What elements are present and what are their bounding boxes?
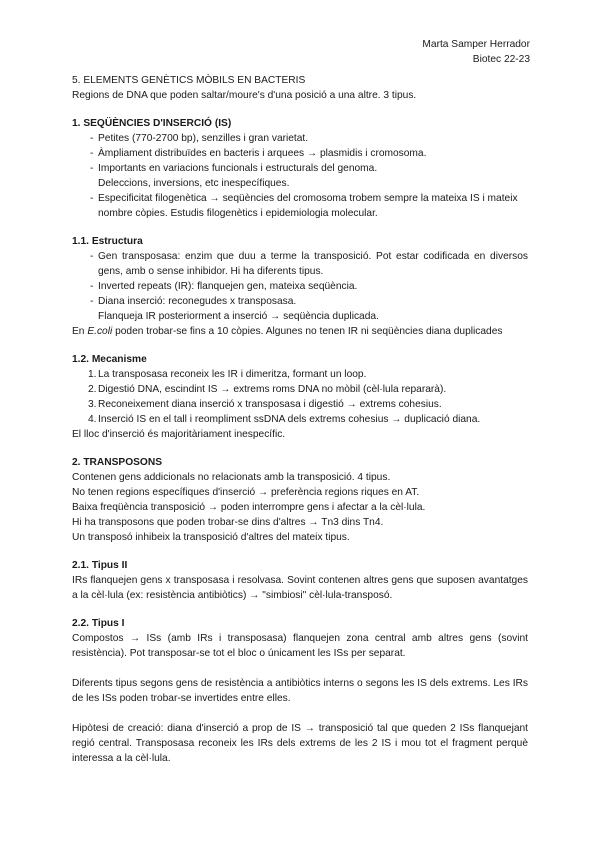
section-2-1-heading: 2.1. Tipus II [72,560,128,571]
section-2-2-paragraph-1: Compostos → ISs (amb IRs i transposasa) flanquejen zona central amb altres gens (sovint resistència). Pot transposar-se tot el bloc o únicament les ISs per separat. [72,633,528,659]
section-1-2-note: El lloc d'inserció és majoritàriament inespecífic. [72,429,286,440]
author-name: Marta Samper Herrador [422,39,530,50]
section-2-1-text: IRs flanquejen gens x transposasa i resolvasa. Sovint contenen altres gens que suposen avantatges a la cèl·lula (ex: resistència antibiòtics) → "simbiosi" cèl·lula-transposó. [72,575,528,601]
list-item: - Inverted repeats (IR): flanquejen gen, mateixa seqüència. [90,281,358,292]
section-1-2-heading: 1.2. Mecanisme [72,354,147,365]
section-2-heading: 2. TRANSPOSONS [72,457,163,468]
section-2-2-paragraph-3: Hipòtesi de creació: diana d'inserció a prop de IS → transposició tal que queden 2 ISs flanquejant regió central. Transposasa reconeix les IRs dels extrems de les 2 IS i mou tot el fragment perquè interessa a la cèl·lula. [72,723,528,764]
section-1-1-paragraph: En E.coli poden trobar-se fins a 10 còpies. Algunes no tenen IR ni seqüències diana duplicades [72,326,503,337]
section-2-line: Contenen gens addicionals no relacionats amb la transposició. 4 tipus. [72,472,391,483]
section-2-2-heading: 2.2. Tipus I [72,618,125,629]
document-body [72,73,528,766]
list-item: - Petites (770-2700 bp), senzilles i gran varietat. [90,133,309,144]
list-item: - Especificitat filogenètica → seqüències del cromosoma trobem sempre la mateixa IS i mateix nombre còpies. Estudis filogenètics i epidemiologia molecular. [90,193,518,219]
document-title: 5. ELEMENTS GENÈTICS MÒBILS EN BACTERIS [72,75,306,86]
course-label: Biotec 22-23 [472,54,530,65]
section-1-list [72,131,528,221]
section-1-1-heading: 1.1. Estructura [72,236,143,247]
section-1-2-list [72,367,528,427]
list-item: 3. Reconeixement diana inserció x transposasa i digestió → extrems cohesius. [88,399,442,410]
list-item: - Àmpliament distribuïdes en bacteris i arquees → plasmidis i cromosoma. [90,148,427,159]
list-item: 1. La transposasa reconeix les IR i dimeritza, formant un loop. [88,369,367,380]
list-item: 2. Digestió DNA, escindint IS → extrems roms DNA no mòbil (cèl·lula repararà). [88,384,447,395]
list-item: - Gen transposasa: enzim que duu a terme la transposició. Pot estar codificada en diversos gens, amb o sense inhibidor. Hi ha diferents tipus. [90,251,528,277]
section-2-line: Un transposó inhibeix la transposició d'altres del mateix tipus. [72,532,350,543]
section-1-1-list [72,249,528,324]
section-2-2-paragraph-2: Diferents tipus segons gens de resistència a antibiòtics interns o segons les IS dels extrems. Les IRs de les ISs poden trobar-se invertides entre elles. [72,678,528,704]
list-item: - Importants en variacions funcionals i estructurals del genoma. Deleccions, inversions, etc inespecífiques. [90,163,378,189]
section-2-line: Baixa freqüència transposició → poden interrompre gens i afectar a la cèl·lula. [72,502,426,513]
page-header [422,37,530,67]
section-2-line: No tenen regions específiques d'inserció → preferència regions riques en AT. [72,487,420,498]
list-item: 4. Inserció IS en el tall i reompliment ssDNA dels extrems cohesius → duplicació diana. [88,414,481,425]
intro-text: Regions de DNA que poden saltar/moure's d'una posició a una altre. 3 tipus. [72,90,417,101]
section-2-line: Hi ha transposons que poden trobar-se dins d'altres → Tn3 dins Tn4. [72,517,384,528]
list-item: - Diana inserció: reconegudes x transposasa. Flanqueja IR posteriorment a inserció → seqüència duplicada. [90,296,379,322]
section-1-heading: 1. SEQÜÈNCIES D'INSERCIÓ (IS) [72,118,232,129]
